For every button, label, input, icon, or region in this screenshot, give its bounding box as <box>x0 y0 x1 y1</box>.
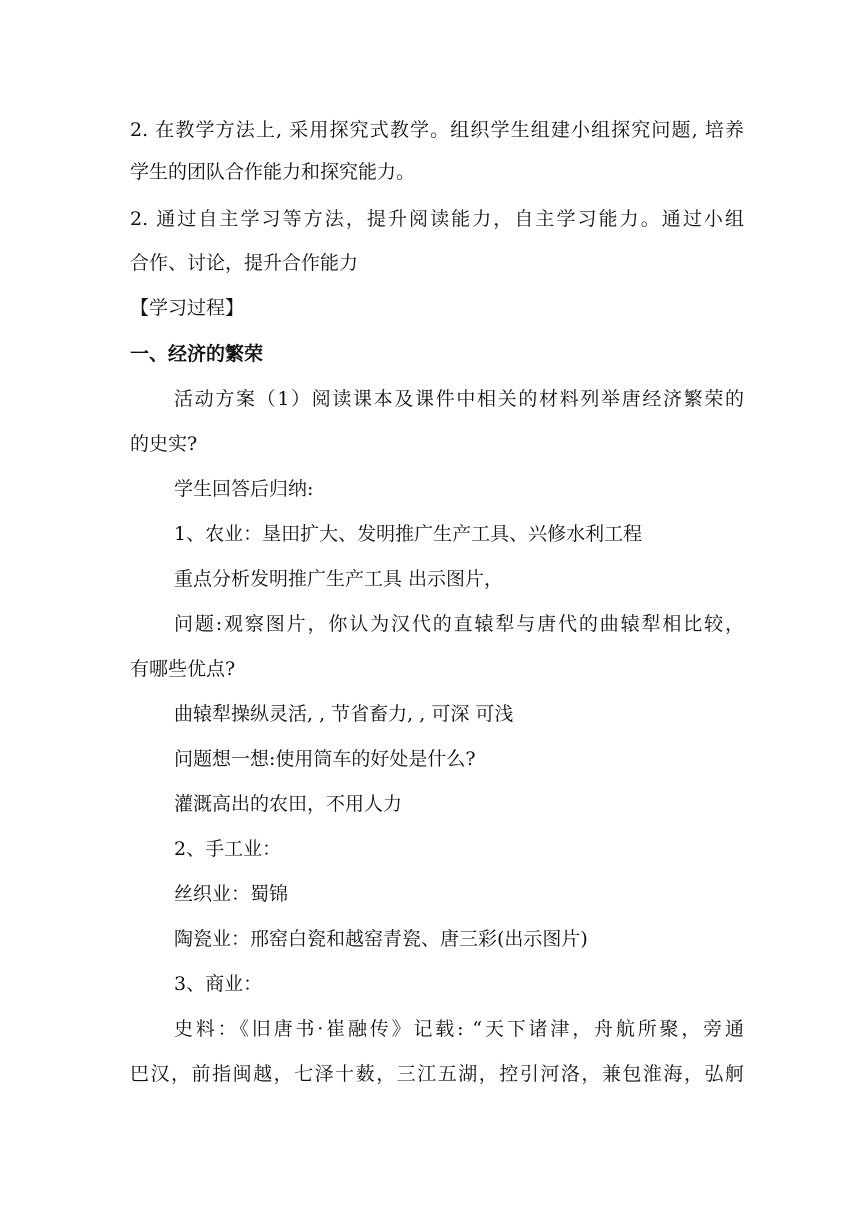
handicraft-item: 2、手工业： <box>174 838 282 860</box>
silk-item: 丝织业：蜀锦 <box>174 883 289 905</box>
heading-economic-prosperity: 一、经济的繁荣 <box>130 343 264 365</box>
question-plough-line-1: 问题:观察图片，你认为汉代的直辕犁与唐代的曲辕犁相比较， <box>174 613 744 635</box>
student-summary-label: 学生回答后归纳: <box>174 478 314 500</box>
commerce-item: 3、商业： <box>174 973 263 995</box>
question-plough-line-2: 有哪些优点? <box>130 658 236 680</box>
paragraph-goal-line-1: 2. 通过自主学习等方法，提升阅读能力，自主学习能力。通过小组 <box>130 208 744 230</box>
activity-line-2: 的史实? <box>130 433 198 455</box>
ceramics-item: 陶瓷业：邢窑白瓷和越窑青瓷、唐三彩(出示图片) <box>174 928 588 950</box>
historical-source-line-2: 巴汉，前指闽越，七泽十薮，三江五湖，控引河洛，兼包淮海，弘舸 <box>130 1063 744 1085</box>
paragraph-method-line-1: 2. 在教学方法上, 采用探究式教学。组织学生组建小组探究问题, 培养 <box>130 119 744 141</box>
focus-analysis-line: 重点分析发明推广生产工具 出示图片， <box>174 568 504 590</box>
waterwheel-answer: 灌溉高出的农田，不用人力 <box>174 793 403 815</box>
paragraph-goal-line-2: 合作、讨论，提升合作能力 <box>130 252 359 274</box>
plough-answer: 曲辕犁操纵灵活, , 节省畜力, , 可深 可浅 <box>174 703 514 725</box>
historical-source-line-1: 史料：《旧唐书·崔融传》记载: “天下诸津，舟航所聚，旁通 <box>174 1018 744 1040</box>
section-heading-learning-process: 【学习过程】 <box>130 297 245 319</box>
agriculture-item: 1、农业：垦田扩大、发明推广生产工具、兴修水利工程 <box>174 523 643 545</box>
paragraph-method-line-2: 学生的团队合作能力和探究能力。 <box>130 161 416 183</box>
activity-line-1: 活动方案（1）阅读课本及课件中相关的材料列举唐经济繁荣的 <box>174 388 744 410</box>
question-waterwheel: 问题想一想:使用筒车的好处是什么? <box>174 748 476 770</box>
